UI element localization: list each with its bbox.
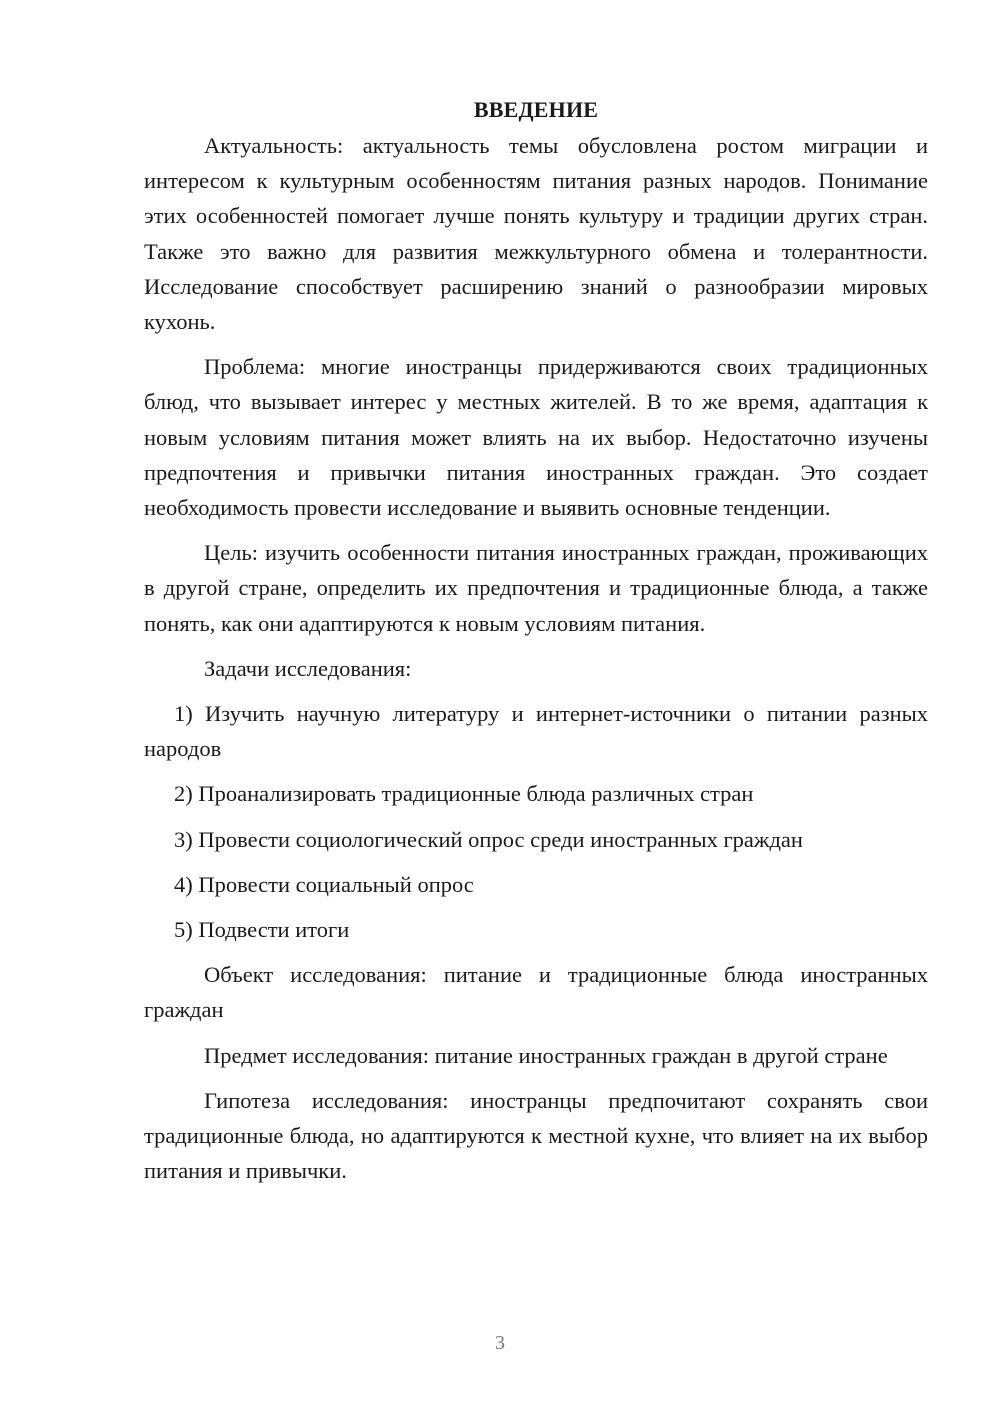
tasks-heading: Задачи исследования:	[204, 655, 412, 681]
task-item-2: 2) Проанализировать традиционные блюда различных стран	[174, 781, 754, 807]
hypothesis-paragraph: Гипотеза исследования: иностранцы предпочитают сохранять свои традиционные блюда, но адаптируются к местной кухне, что влияет на их выбор питания и привычки.	[144, 1087, 928, 1184]
task-item-1: 1) Изучить научную литературу и интернет-источники о питании разных народов	[144, 701, 928, 762]
subject-paragraph: Предмет исследования: питание иностранных граждан в другой стране	[204, 1042, 888, 1068]
page-number: 3	[495, 1332, 505, 1354]
goal-paragraph: Цель: изучить особенности питания иностранных граждан, проживающих в другой стране, определить их предпочтения и традиционные блюда, а также понять, как они адаптируются к новым условиям питания.	[144, 540, 928, 636]
task-item-3: 3) Провести социологический опрос среди иностранных граждан	[174, 826, 803, 852]
relevance-paragraph: Актуальность: актуальность темы обусловлена ростом миграции и интересом к культурным особенностям питания разных народов. Понимание этих особенностей помогает лучше понять культуру и традиции других стран. Также это важно для развития межкультурного обмена и толерантности. Исследование способствует расширению знаний о разнообразии мировых кухонь.	[144, 133, 928, 335]
section-title: ВВЕДЕНИЕ	[473, 97, 599, 122]
problem-paragraph: Проблема: многие иностранцы придерживаются своих традиционных блюд, что вызывает интерес у местных жителей. В то же время, адаптация к новым условиям питания может влиять на их выбор. Недостаточно изучены предпочтения и привычки питания иностранных граждан. Это создает необходимость провести исследование и выявить основные тенденции.	[144, 354, 928, 521]
document-page	[144, 92, 928, 1188]
task-item-4: 4) Провести социальный опрос	[174, 871, 474, 897]
task-item-5: 5) Подвести итоги	[174, 917, 350, 943]
object-paragraph: Объект исследования: питание и традиционные блюда иностранных граждан	[144, 962, 928, 1023]
